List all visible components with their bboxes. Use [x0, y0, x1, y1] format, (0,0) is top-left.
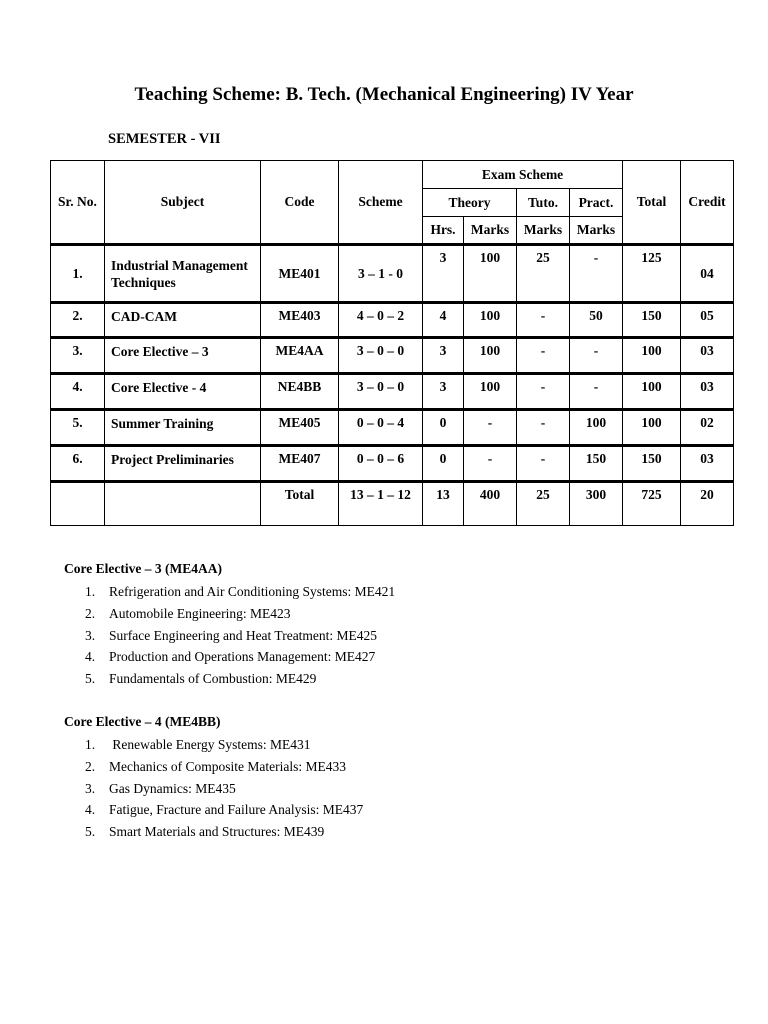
row-credit: 02 [681, 410, 734, 446]
list-item [64, 581, 744, 603]
row-sr: 5. [51, 410, 105, 446]
header-subject: Subject [105, 161, 261, 245]
header-sr-no: Sr. No. [51, 161, 105, 245]
row-theory-marks: - [464, 446, 517, 482]
teaching-scheme-table [50, 160, 734, 526]
list-item [64, 756, 744, 778]
header-pract-marks: Marks [570, 217, 623, 245]
list-item-text: Surface Engineering and Heat Treatment: ME425 [109, 627, 378, 643]
core-elective-3-heading: Core Elective – 3 (ME4AA) [64, 561, 222, 576]
row-tuto-marks: - [517, 338, 570, 374]
header-tuto: Tuto. [517, 189, 570, 217]
total-credit: 20 [681, 482, 734, 526]
row-scheme: 3 – 0 – 0 [339, 338, 423, 374]
row-sr: 4. [51, 374, 105, 410]
row-scheme: 3 – 0 – 0 [339, 374, 423, 410]
list-item-text: Production and Operations Management: ME427 [109, 649, 376, 665]
list-item-text: Refrigeration and Air Conditioning Systems: ME421 [109, 584, 396, 599]
row-total: 100 [623, 410, 681, 446]
row-tuto-marks: 25 [517, 245, 570, 303]
list-item-number: 2. [85, 605, 96, 621]
header-exam-scheme: Exam Scheme [423, 161, 623, 189]
row-tuto-marks: - [517, 410, 570, 446]
total-hrs: 13 [423, 482, 464, 526]
header-theory: Theory [423, 189, 517, 217]
list-item [64, 646, 744, 668]
list-item-text: Fatigue, Fracture and Failure Analysis: ME437 [109, 802, 364, 818]
row-subject: CAD-CAM [105, 303, 261, 338]
row-code: ME405 [261, 410, 339, 446]
row-hrs: 0 [423, 410, 464, 446]
row-scheme: 3 – 1 - 0 [339, 245, 423, 303]
total-row [51, 482, 734, 526]
row-total: 150 [623, 303, 681, 338]
list-item [64, 799, 744, 821]
total-tuto-marks: 25 [517, 482, 570, 526]
list-item-number: 5. [85, 824, 96, 840]
page-title: Teaching Scheme: B. Tech. (Mechanical Engineering) IV Year [134, 84, 634, 105]
total-scheme: 13 – 1 – 12 [339, 482, 423, 526]
header-credit: Credit [681, 161, 734, 245]
core-elective-3-list [64, 581, 744, 690]
list-item [64, 668, 744, 690]
row-pract-marks: - [570, 338, 623, 374]
header-tuto-marks: Marks [517, 217, 570, 245]
list-item-number: 1. [85, 737, 96, 752]
core-elective-4-heading: Core Elective – 4 (ME4BB) [64, 714, 221, 729]
total-row-subject [105, 482, 261, 526]
row-subject: Core Elective – 3 [105, 338, 261, 374]
row-code: ME4AA [261, 338, 339, 374]
list-item-number: 3. [85, 780, 96, 796]
row-pract-marks: - [570, 245, 623, 303]
row-credit: 04 [681, 245, 734, 303]
list-item [64, 625, 744, 647]
list-item [64, 603, 744, 625]
core-elective-4-list [64, 734, 744, 843]
list-item-number: 4. [85, 802, 96, 818]
row-pract-marks: 150 [570, 446, 623, 482]
row-subject: Core Elective - 4 [105, 374, 261, 410]
header-theory-marks: Marks [464, 217, 517, 245]
list-item [64, 778, 744, 800]
table-row [51, 446, 734, 482]
row-pract-marks: - [570, 374, 623, 410]
list-item-number: 4. [85, 649, 96, 665]
row-tuto-marks: - [517, 446, 570, 482]
row-code: ME401 [261, 245, 339, 303]
row-hrs: 4 [423, 303, 464, 338]
row-sr: 2. [51, 303, 105, 338]
list-item-text: Smart Materials and Structures: ME439 [109, 824, 325, 840]
total-pract-marks: 300 [570, 482, 623, 526]
row-sr: 6. [51, 446, 105, 482]
row-hrs: 0 [423, 446, 464, 482]
row-hrs: 3 [423, 245, 464, 303]
row-code: NE4BB [261, 374, 339, 410]
table-row [51, 374, 734, 410]
list-item [64, 821, 744, 843]
row-total: 125 [623, 245, 681, 303]
row-tuto-marks: - [517, 374, 570, 410]
row-hrs: 3 [423, 338, 464, 374]
list-item [64, 734, 744, 756]
total-row-sr [51, 482, 105, 526]
table-row [51, 303, 734, 338]
list-item-number: 1. [85, 584, 96, 599]
row-credit: 03 [681, 446, 734, 482]
total-label: Total [261, 482, 339, 526]
list-item-text: Gas Dynamics: ME435 [109, 780, 236, 796]
row-theory-marks: 100 [464, 338, 517, 374]
row-sr: 3. [51, 338, 105, 374]
header-scheme: Scheme [339, 161, 423, 245]
row-sr: 1. [51, 245, 105, 303]
row-theory-marks: 100 [464, 245, 517, 303]
row-credit: 03 [681, 374, 734, 410]
list-item-text: Renewable Energy Systems: ME431 [109, 737, 311, 752]
row-scheme: 0 – 0 – 4 [339, 410, 423, 446]
semester-heading: SEMESTER - VII [108, 131, 221, 147]
header-total: Total [623, 161, 681, 245]
row-subject: Industrial Management Techniques [105, 245, 261, 303]
row-code: ME403 [261, 303, 339, 338]
list-item-text: Fundamentals of Combustion: ME429 [109, 671, 317, 687]
list-item-text: Mechanics of Composite Materials: ME433 [109, 758, 346, 774]
row-theory-marks: - [464, 410, 517, 446]
row-code: ME407 [261, 446, 339, 482]
list-item-number: 3. [85, 627, 96, 643]
total-theory-marks: 400 [464, 482, 517, 526]
table-row [51, 245, 734, 303]
header-pract: Pract. [570, 189, 623, 217]
list-item-text: Automobile Engineering: ME423 [109, 605, 291, 621]
row-credit: 03 [681, 338, 734, 374]
row-scheme: 0 – 0 – 6 [339, 446, 423, 482]
header-hrs: Hrs. [423, 217, 464, 245]
core-elective-3-section [64, 561, 744, 690]
row-theory-marks: 100 [464, 303, 517, 338]
row-total: 100 [623, 374, 681, 410]
core-elective-4-section [64, 714, 744, 843]
total-total: 725 [623, 482, 681, 526]
header-code: Code [261, 161, 339, 245]
row-theory-marks: 100 [464, 374, 517, 410]
table-row [51, 410, 734, 446]
row-scheme: 4 – 0 – 2 [339, 303, 423, 338]
row-pract-marks: 50 [570, 303, 623, 338]
row-subject: Summer Training [105, 410, 261, 446]
row-total: 150 [623, 446, 681, 482]
row-total: 100 [623, 338, 681, 374]
table-row [51, 338, 734, 374]
list-item-number: 2. [85, 758, 96, 774]
row-hrs: 3 [423, 374, 464, 410]
row-pract-marks: 100 [570, 410, 623, 446]
row-tuto-marks: - [517, 303, 570, 338]
row-subject: Project Preliminaries [105, 446, 261, 482]
row-credit: 05 [681, 303, 734, 338]
list-item-number: 5. [85, 671, 96, 687]
